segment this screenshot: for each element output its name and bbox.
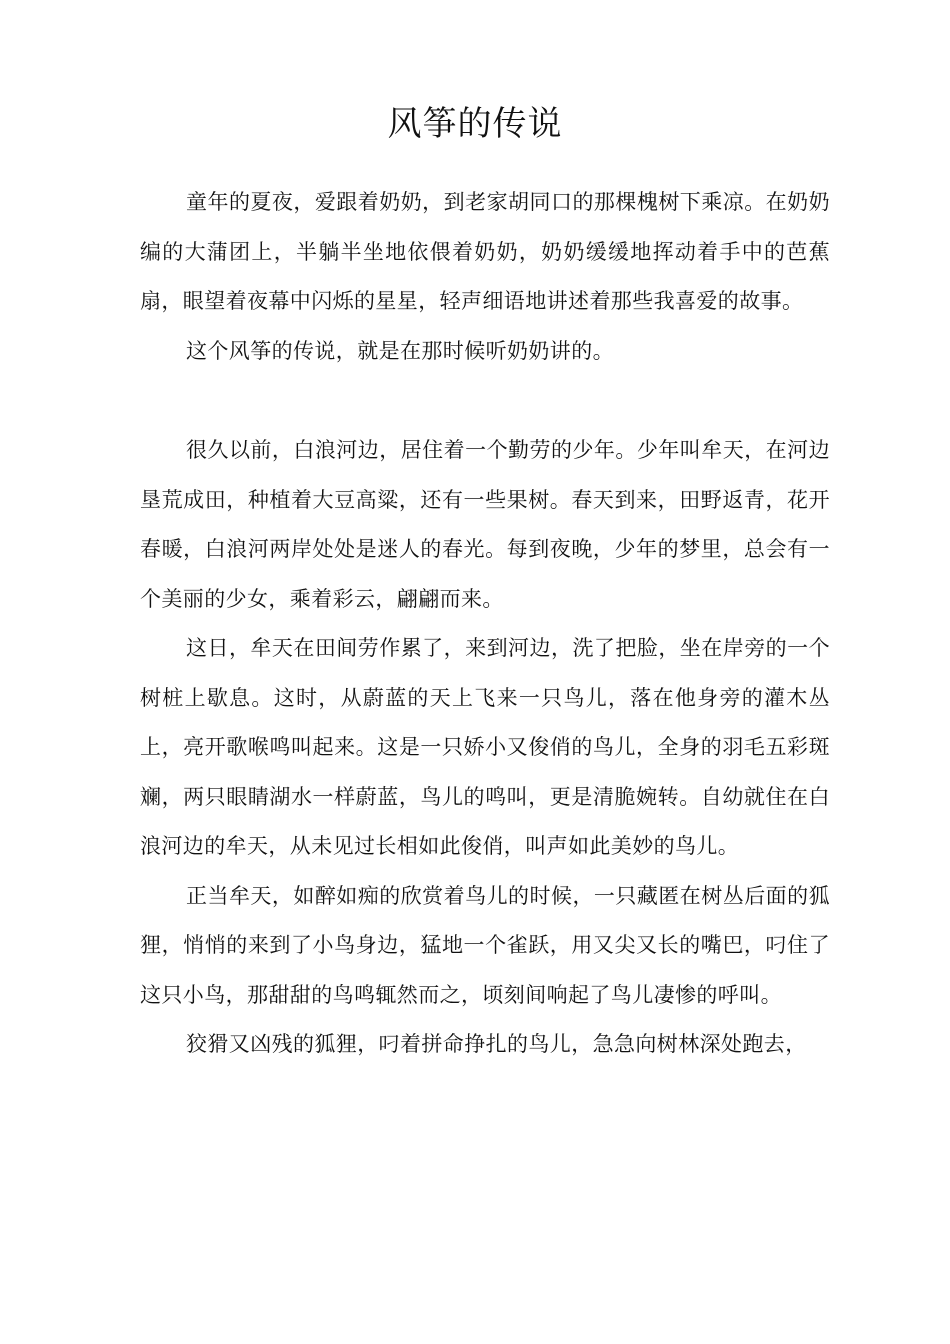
paragraph-fox-attack: 正当牟天，如醉如痴的欣赏着鸟儿的时候，一只藏匿在树丛后面的狐狸，悄悄的来到了小鸟身边，猛地一个雀跃，用又尖又长的嘴巴，叼住了这只小鸟，那甜甜的鸟鸣辄然而之，顷刻间响起了鸟儿凄惨的呼叫。 [140,883,830,1007]
paragraph-childhood: 童年的夏夜，爱跟着奶奶，到老家胡同口的那棵槐树下乘凉。在奶奶编的大蒲团上，半躺半坐地依偎着奶奶，奶奶缓缓地挥动着手中的芭蕉扇，眼望着夜幕中闪烁的星星，轻声细语地讲述着那些我喜爱的故事。 [140,190,830,313]
paragraph-fox-flees: 狡猾又凶残的狐狸，叼着拼命挣扎的鸟儿，急急向树林深处跑去， [186,1032,807,1056]
document-title: 风筝的传说 [387,104,563,144]
paragraph-legend-origin: 这个风筝的传说，就是在那时候听奶奶讲的。 [186,338,614,363]
paragraph-long-ago: 很久以前，白浪河边，居住着一个勤劳的少年。少年叫牟天，在河边垦荒成田，种植着大豆高粱，还有一些果树。春天到来，田野返青，花开春暖，白浪河两岸处处是迷人的春光。每到夜晚，少年的梦里，总会有一个美丽的少女，乘着彩云，翩翩而来。 [140,438,830,611]
document-body [140,178,830,1070]
paragraph-bird-arrives: 这日，牟天在田间劳作累了，来到河边，洗了把脸，坐在岸旁的一个树桩上歇息。这时，从蔚蓝的天上飞来一只鸟儿，落在他身旁的灌木丛上，亮开歌喉鸣叫起来。这是一只娇小又俊俏的鸟儿，全身的羽毛五彩斑斓，两只眼睛湖水一样蔚蓝，鸟儿的鸣叫，更是清脆婉转。自幼就住在白浪河边的牟天，从未见过长相如此俊俏，叫声如此美妙的鸟儿。 [140,636,830,858]
